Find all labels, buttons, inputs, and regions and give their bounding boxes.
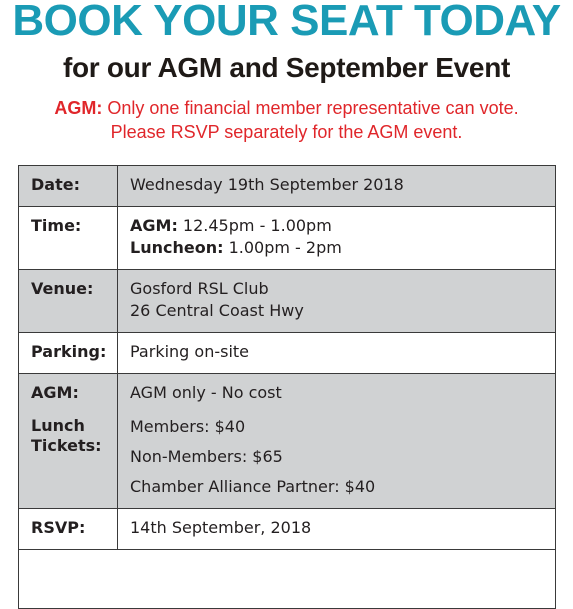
notice-line-1: Only one financial member representative can vote.	[102, 98, 519, 118]
table-row-time	[19, 207, 556, 270]
notice-prefix: AGM:	[54, 98, 103, 118]
table-row-date	[19, 166, 556, 207]
venue-address: 26 Central Coast Hwy	[130, 301, 304, 320]
venue-label: Venue:	[19, 270, 118, 333]
agm-time-value: 12.45pm - 1.00pm	[177, 216, 332, 235]
table-row-parking	[19, 333, 556, 374]
tickets-value-cell	[118, 374, 556, 509]
table-row-rsvp	[19, 509, 556, 550]
rsvp-value: 14th September, 2018	[118, 509, 556, 550]
date-value: Wednesday 19th September 2018	[118, 166, 556, 207]
agm-notice	[0, 96, 573, 144]
venue-name: Gosford RSL Club	[130, 279, 269, 298]
subheadline: for our AGM and September Event	[62, 52, 511, 83]
rsvp-label: RSVP:	[19, 509, 118, 550]
parking-label: Parking:	[19, 333, 118, 374]
tickets-label-cell	[19, 374, 118, 509]
parking-value: Parking on-site	[118, 333, 556, 374]
table-row-tickets	[19, 374, 556, 509]
agm-time-label: AGM:	[130, 216, 178, 235]
price-non-members: Non-Members: $65	[130, 447, 283, 466]
lunch-label-line-2: Tickets:	[31, 436, 102, 455]
empty-cell	[19, 550, 556, 609]
lunch-tickets-label	[31, 416, 105, 456]
table-row-empty	[19, 550, 556, 609]
price-alliance-partner: Chamber Alliance Partner: $40	[130, 477, 376, 496]
agm-ticket-value: AGM only - No cost	[130, 383, 282, 402]
date-label: Date:	[19, 166, 118, 207]
time-value	[118, 207, 556, 270]
agm-ticket-label: AGM:	[31, 383, 79, 402]
venue-value	[118, 270, 556, 333]
price-members: Members: $40	[130, 417, 246, 436]
headline: BOOK YOUR SEAT TODAY	[12, 0, 561, 45]
time-label: Time:	[19, 207, 118, 270]
luncheon-time-label: Luncheon:	[130, 238, 224, 257]
table-row-venue	[19, 270, 556, 333]
notice-line-2: Please RSVP separately for the AGM event.	[110, 122, 463, 142]
lunch-label-line-1: Lunch	[31, 416, 85, 435]
luncheon-time-value: 1.00pm - 2pm	[223, 238, 342, 257]
event-details-table	[18, 165, 556, 609]
